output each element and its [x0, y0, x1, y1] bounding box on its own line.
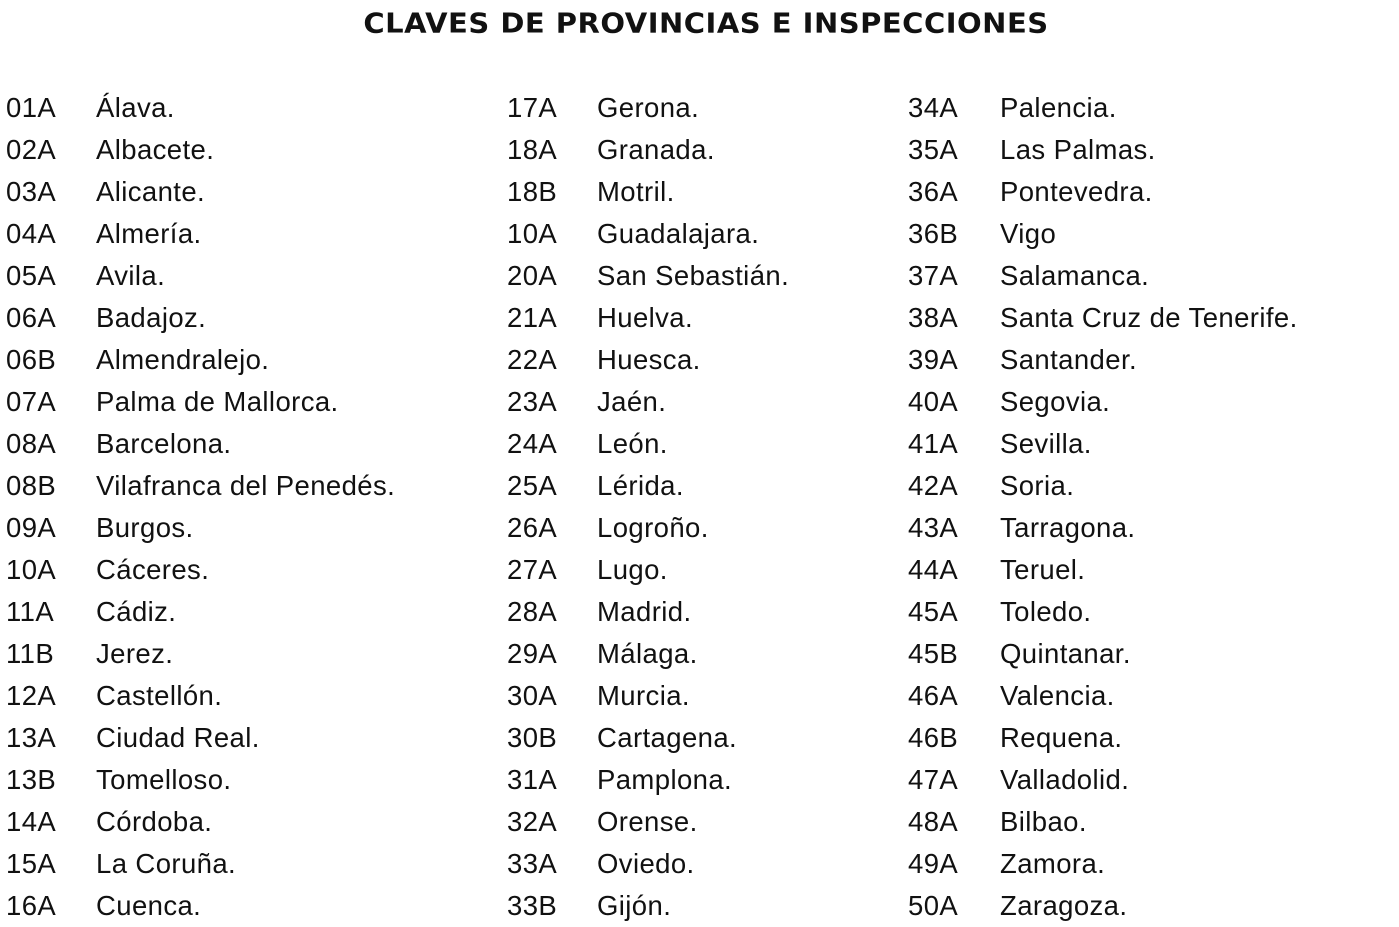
- province-row: [507, 759, 789, 801]
- province-name: Gijón.: [597, 890, 672, 921]
- province-code: 01A: [6, 92, 57, 123]
- province-row: [6, 843, 395, 885]
- province-row: [908, 633, 1298, 675]
- province-code: 39A: [908, 344, 959, 375]
- province-code: 02A: [6, 134, 57, 165]
- province-code: 49A: [908, 848, 959, 879]
- province-name: Oviedo.: [597, 848, 695, 879]
- province-row: [908, 801, 1298, 843]
- province-row: [507, 213, 789, 255]
- province-code: 15A: [6, 848, 57, 879]
- province-row: [507, 381, 789, 423]
- province-row: [507, 507, 789, 549]
- province-code: 05A: [6, 260, 57, 291]
- province-code: 45B: [908, 638, 959, 669]
- province-row: [6, 591, 395, 633]
- province-row: [908, 549, 1298, 591]
- province-code: 40A: [908, 386, 959, 417]
- province-row: [908, 675, 1298, 717]
- province-code: 33B: [507, 890, 558, 921]
- province-name: Vigo: [1000, 218, 1057, 249]
- province-code: 25A: [507, 470, 558, 501]
- province-code: 10A: [6, 554, 57, 585]
- province-name: Castellón.: [96, 680, 223, 711]
- province-name: Huelva.: [597, 302, 694, 333]
- province-row: [507, 885, 789, 927]
- province-name: Orense.: [597, 806, 698, 837]
- province-code: 03A: [6, 176, 57, 207]
- province-name: León.: [597, 428, 668, 459]
- province-code: 04A: [6, 218, 57, 249]
- province-row: [6, 381, 395, 423]
- province-code: 29A: [507, 638, 558, 669]
- province-row: [507, 255, 789, 297]
- province-code: 36B: [908, 218, 959, 249]
- province-row: [908, 591, 1298, 633]
- province-code: 41A: [908, 428, 959, 459]
- province-row: [6, 213, 395, 255]
- province-name: Álava.: [96, 92, 175, 123]
- province-code: 47A: [908, 764, 959, 795]
- province-name: La Coruña.: [96, 848, 237, 879]
- province-name: Vilafranca del Penedés.: [96, 470, 396, 501]
- province-code: 11A: [6, 596, 55, 627]
- province-row: [6, 87, 395, 129]
- province-row: [908, 423, 1298, 465]
- province-code: 37A: [908, 260, 959, 291]
- province-name: Zamora.: [1000, 848, 1106, 879]
- province-code: 36A: [908, 176, 959, 207]
- province-name: Cádiz.: [96, 596, 177, 627]
- province-name: Quintanar.: [1000, 638, 1131, 669]
- province-row: [908, 171, 1298, 213]
- province-name: Teruel.: [1000, 554, 1086, 585]
- province-row: [6, 339, 395, 381]
- province-code: 13A: [6, 722, 57, 753]
- province-code: 48A: [908, 806, 959, 837]
- province-row: [6, 885, 395, 927]
- province-row: [908, 129, 1298, 171]
- province-code: 45A: [908, 596, 959, 627]
- province-row: [908, 843, 1298, 885]
- province-code: 17A: [507, 92, 558, 123]
- province-row: [6, 801, 395, 843]
- province-row: [507, 339, 789, 381]
- province-name: Barcelona.: [96, 428, 232, 459]
- province-code: 31A: [507, 764, 558, 795]
- province-name: Granada.: [597, 134, 715, 165]
- province-code: 23A: [507, 386, 558, 417]
- province-column-3: [908, 87, 1298, 927]
- province-name: Las Palmas.: [1000, 134, 1156, 165]
- province-code: 06B: [6, 344, 57, 375]
- province-name: Lugo.: [597, 554, 668, 585]
- province-row: [908, 381, 1298, 423]
- province-code: 28A: [507, 596, 558, 627]
- province-name: Ciudad Real.: [96, 722, 260, 753]
- province-row: [908, 87, 1298, 129]
- province-name: San Sebastián.: [597, 260, 790, 291]
- province-name: Santa Cruz de Tenerife.: [1000, 302, 1298, 333]
- province-row: [507, 801, 789, 843]
- province-row: [908, 885, 1298, 927]
- province-name: Cartagena.: [597, 722, 738, 753]
- province-row: [507, 171, 789, 213]
- province-name: Albacete.: [96, 134, 215, 165]
- province-name: Salamanca.: [1000, 260, 1150, 291]
- province-name: Tarragona.: [1000, 512, 1136, 543]
- province-row: [6, 255, 395, 297]
- province-column-2: [507, 87, 789, 927]
- province-name: Huesca.: [597, 344, 701, 375]
- province-row: [908, 339, 1298, 381]
- province-name: Bilbao.: [1000, 806, 1087, 837]
- province-code: 34A: [908, 92, 959, 123]
- province-name: Santander.: [1000, 344, 1138, 375]
- province-name: Pamplona.: [597, 764, 733, 795]
- province-row: [6, 171, 395, 213]
- province-name: Guadalajara.: [597, 218, 760, 249]
- province-name: Toledo.: [1000, 596, 1092, 627]
- province-code: 13B: [6, 764, 57, 795]
- province-name: Avila.: [96, 260, 166, 291]
- province-code: 09A: [6, 512, 57, 543]
- province-code: 35A: [908, 134, 959, 165]
- province-name: Valladolid.: [1000, 764, 1130, 795]
- province-row: [507, 129, 789, 171]
- province-row: [908, 759, 1298, 801]
- province-name: Pontevedra.: [1000, 176, 1153, 207]
- province-row: [6, 633, 395, 675]
- province-row: [507, 423, 789, 465]
- province-row: [507, 717, 789, 759]
- province-row: [908, 465, 1298, 507]
- province-name: Palencia.: [1000, 92, 1117, 123]
- province-row: [507, 675, 789, 717]
- province-row: [908, 717, 1298, 759]
- province-name: Zaragoza.: [1000, 890, 1128, 921]
- province-code: 44A: [908, 554, 959, 585]
- province-row: [507, 297, 789, 339]
- province-code: 12A: [6, 680, 57, 711]
- province-code: 30A: [507, 680, 558, 711]
- province-name: Logroño.: [597, 512, 709, 543]
- province-code: 11B: [6, 638, 55, 669]
- province-row: [507, 87, 789, 129]
- province-code: 14A: [6, 806, 57, 837]
- province-code: 33A: [507, 848, 558, 879]
- province-name: Burgos.: [96, 512, 194, 543]
- province-row: [908, 255, 1298, 297]
- province-name: Segovia.: [1000, 386, 1111, 417]
- province-row: [507, 465, 789, 507]
- province-code: 08B: [6, 470, 57, 501]
- province-code: 50A: [908, 890, 959, 921]
- province-code: 26A: [507, 512, 558, 543]
- province-name: Gerona.: [597, 92, 700, 123]
- province-name: Sevilla.: [1000, 428, 1092, 459]
- province-row: [6, 423, 395, 465]
- province-code: 38A: [908, 302, 959, 333]
- province-name: Madrid.: [597, 596, 692, 627]
- province-name: Almendralejo.: [96, 344, 270, 375]
- province-name: Lérida.: [597, 470, 684, 501]
- province-code: 32A: [507, 806, 558, 837]
- province-name: Soria.: [1000, 470, 1075, 501]
- province-name: Murcia.: [597, 680, 690, 711]
- province-code: 18A: [507, 134, 558, 165]
- province-name: Córdoba.: [96, 806, 213, 837]
- province-code: 24A: [507, 428, 558, 459]
- province-name: Jerez.: [96, 638, 174, 669]
- province-row: [908, 297, 1298, 339]
- province-name: Palma de Mallorca.: [96, 386, 339, 417]
- province-row: [507, 633, 789, 675]
- province-code: 42A: [908, 470, 959, 501]
- province-name: Málaga.: [597, 638, 698, 669]
- province-row: [507, 843, 789, 885]
- province-code: 06A: [6, 302, 57, 333]
- province-code: 08A: [6, 428, 57, 459]
- province-name: Tomelloso.: [96, 764, 232, 795]
- province-name: Badajoz.: [96, 302, 207, 333]
- province-row: [6, 465, 395, 507]
- province-name: Requena.: [1000, 722, 1123, 753]
- province-row: [6, 297, 395, 339]
- province-code: 27A: [507, 554, 558, 585]
- province-name: Almería.: [96, 218, 202, 249]
- province-name: Motril.: [597, 176, 675, 207]
- province-row: [507, 549, 789, 591]
- province-code: 43A: [908, 512, 959, 543]
- province-name: Valencia.: [1000, 680, 1115, 711]
- province-row: [6, 549, 395, 591]
- province-row: [6, 129, 395, 171]
- province-code: 10A: [507, 218, 558, 249]
- province-code: 21A: [507, 302, 558, 333]
- province-code: 07A: [6, 386, 57, 417]
- province-column-1: [6, 87, 395, 927]
- province-code: 20A: [507, 260, 558, 291]
- province-row: [6, 675, 395, 717]
- province-row: [908, 213, 1298, 255]
- province-row: [6, 759, 395, 801]
- province-code: 46B: [908, 722, 959, 753]
- page-title: CLAVES DE PROVINCIAS E INSPECCIONES: [363, 6, 1049, 40]
- province-code: 30B: [507, 722, 558, 753]
- province-code: 46A: [908, 680, 959, 711]
- province-row: [6, 717, 395, 759]
- province-code: 18B: [507, 176, 558, 207]
- province-row: [6, 507, 395, 549]
- province-name: Cuenca.: [96, 890, 202, 921]
- province-name: Jaén.: [597, 386, 667, 417]
- province-code: 22A: [507, 344, 558, 375]
- province-row: [507, 591, 789, 633]
- province-code: 16A: [6, 890, 57, 921]
- province-name: Alicante.: [96, 176, 206, 207]
- province-name: Cáceres.: [96, 554, 210, 585]
- province-row: [908, 507, 1298, 549]
